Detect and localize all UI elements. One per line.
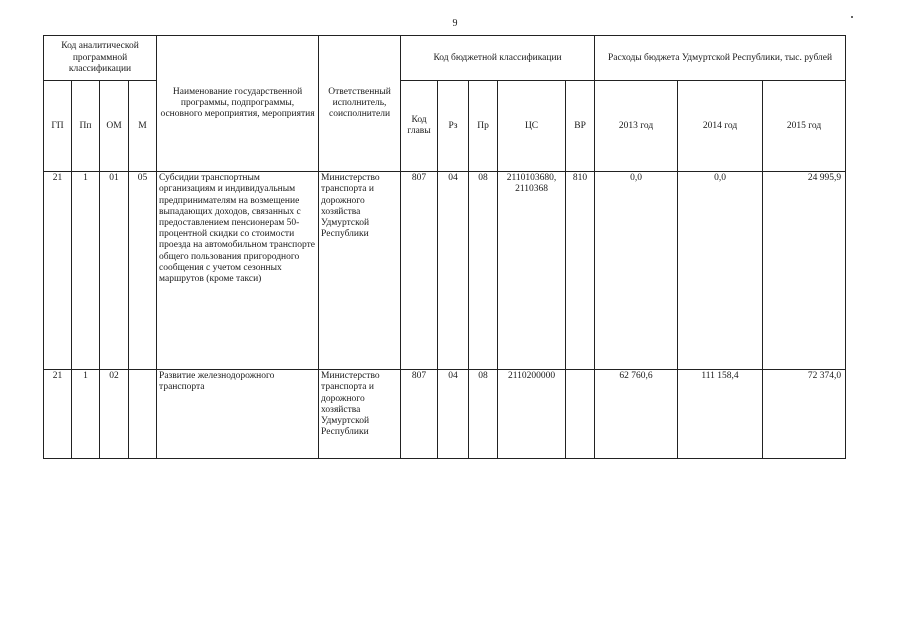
cell-2013: 0,0 bbox=[595, 172, 678, 370]
cell-vr: 810 bbox=[566, 172, 595, 370]
cell-kod-glavy: 807 bbox=[401, 172, 438, 370]
header-pr: Пр bbox=[469, 81, 498, 172]
cell-vr bbox=[566, 370, 595, 459]
cell-2015: 24 995,9 bbox=[763, 172, 846, 370]
header-rz: Рз bbox=[438, 81, 469, 172]
cell-m bbox=[129, 370, 157, 459]
cell-2015: 72 374,0 bbox=[763, 370, 846, 459]
cell-cs: 2110200000 bbox=[498, 370, 566, 459]
table-row bbox=[44, 172, 846, 370]
header-gp: ГП bbox=[44, 81, 72, 172]
header-2014: 2014 год bbox=[678, 81, 763, 172]
header-name: Наименование государственной программы, подпрограммы, основного мероприятия, мероприятия bbox=[157, 36, 319, 172]
header-program-code-group: Код аналитической программной классификации bbox=[44, 36, 157, 81]
header-budget-code-group: Код бюджетной классификации bbox=[401, 36, 595, 81]
cell-om: 01 bbox=[100, 172, 129, 370]
cell-pr: 08 bbox=[469, 172, 498, 370]
cell-2013: 62 760,6 bbox=[595, 370, 678, 459]
header-row-top bbox=[44, 36, 846, 81]
page-number: 9 bbox=[452, 18, 458, 29]
cell-pp: 1 bbox=[72, 370, 100, 459]
header-pp: Пп bbox=[72, 81, 100, 172]
cell-pr: 08 bbox=[469, 370, 498, 459]
cell-gp: 21 bbox=[44, 172, 72, 370]
cell-om: 02 bbox=[100, 370, 129, 459]
cell-responsible: Министерство транспорта и дорожного хозяйства Удмуртской Республики bbox=[319, 370, 401, 459]
header-vr: ВР bbox=[566, 81, 595, 172]
scan-artifact-dot bbox=[851, 16, 853, 18]
cell-2014: 111 158,4 bbox=[678, 370, 763, 459]
cell-2014: 0,0 bbox=[678, 172, 763, 370]
cell-name: Субсидии транспортным организациям и индивидуальным предпринимателям на возмещение выпадающих доходов, связанных с предоставлением пенсионерам 50-процентной скидки со стоимости проезда на автомобильном транспорте общего пользования пригородного сообщения с учетом сезонных маршрутов (кроме такси) bbox=[157, 172, 319, 370]
table-row bbox=[44, 370, 846, 459]
cell-rz: 04 bbox=[438, 172, 469, 370]
header-expenses-group: Расходы бюджета Удмуртской Республики, тыс. рублей bbox=[595, 36, 846, 81]
header-cs: ЦС bbox=[498, 81, 566, 172]
header-om: ОМ bbox=[100, 81, 129, 172]
budget-table bbox=[43, 35, 846, 459]
header-responsible: Ответственный исполнитель, соисполнители bbox=[319, 36, 401, 172]
cell-rz: 04 bbox=[438, 370, 469, 459]
header-2013: 2013 год bbox=[595, 81, 678, 172]
header-m: М bbox=[129, 81, 157, 172]
header-kod-glavy: Код главы bbox=[401, 81, 438, 172]
cell-gp: 21 bbox=[44, 370, 72, 459]
cell-pp: 1 bbox=[72, 172, 100, 370]
cell-responsible: Министерство транспорта и дорожного хозяйства Удмуртской Республики bbox=[319, 172, 401, 370]
cell-name: Развитие железнодорожного транспорта bbox=[157, 370, 319, 459]
header-2015: 2015 год bbox=[763, 81, 846, 172]
cell-m: 05 bbox=[129, 172, 157, 370]
cell-kod-glavy: 807 bbox=[401, 370, 438, 459]
cell-cs: 2110103680, 2110368 bbox=[498, 172, 566, 370]
